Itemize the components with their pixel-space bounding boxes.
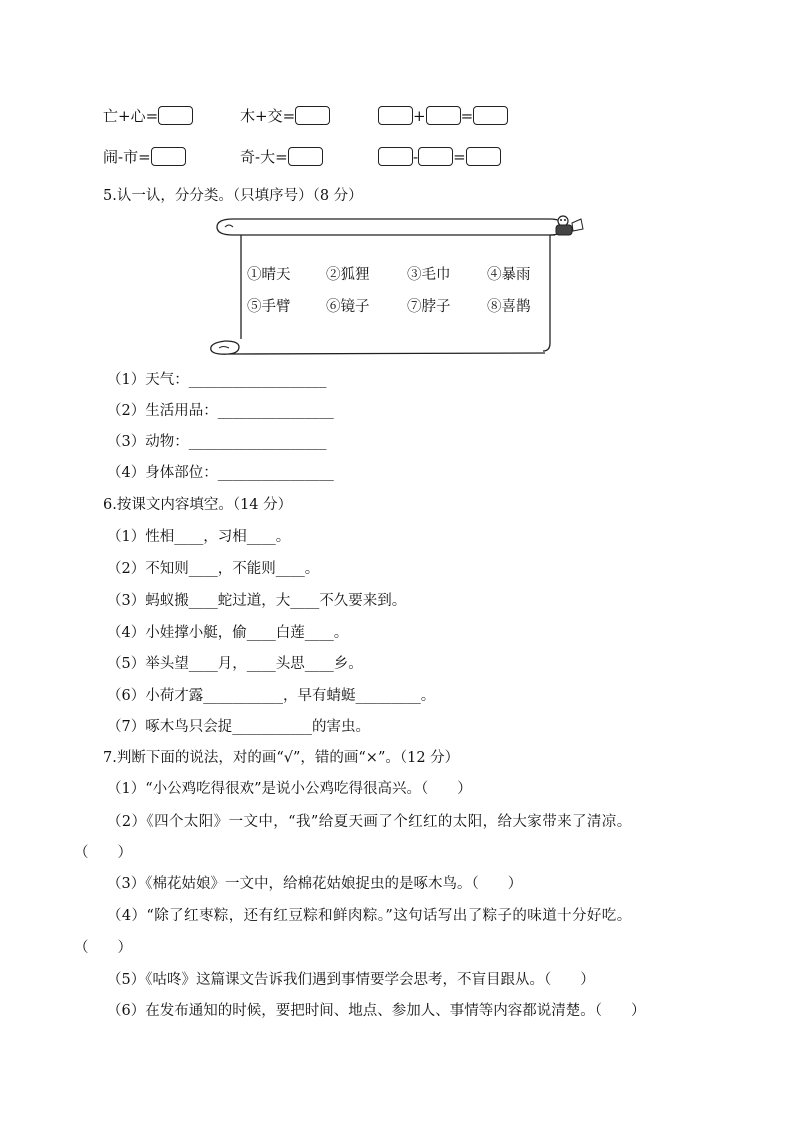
answer-box[interactable] [158,106,193,125]
word-item: ③毛巾 [407,267,451,283]
equation-5 [240,147,323,167]
answer-box[interactable] [378,106,413,125]
equation-2 [240,106,330,126]
q6-item-1: （1）性相____，习相____。 [107,529,291,545]
answer-box[interactable] [378,147,413,166]
word-item: ⑤手臂 [247,299,291,315]
q7-item-2-answer[interactable]: （ ） [74,845,132,861]
answer-box[interactable] [466,147,501,166]
answer-box[interactable] [418,147,453,166]
answer-box[interactable] [295,106,330,125]
q6-item-7: （7）啄木鸟只会捉___________的害虫。 [107,719,370,735]
equals-sign: = [453,148,466,166]
question-5-title: 5.认一认，分分类。（只填序号）（8 分） [103,188,363,204]
answer-box[interactable] [151,147,186,166]
q6-item-5: （5）举头望____月，____头思____乡。 [107,656,363,672]
equals-sign: = [138,148,151,166]
question-6-title: 6.按课文内容填空。（14 分） [103,497,293,513]
equation-4 [103,147,186,167]
answer-box[interactable] [473,106,508,125]
equals-sign: = [282,107,296,125]
equals-sign: = [145,107,159,125]
q7-item-3: （3）《棉花姑娘》一文中，给棉花姑娘捉虫的是啄木鸟。（ ） [107,876,523,892]
word-item: ②狐狸 [326,267,370,283]
q5-item-3: （3）动物：___________________ [107,434,327,450]
q5-item-2: （2）生活用品：________________ [107,403,334,419]
word-item: ⑥镜子 [326,299,370,315]
scroll-frame-icon [205,211,600,361]
q7-item-5: （5）《咕咚》这篇课文告诉我们遇到事情要学会思考，不盲目跟从。（ ） [107,972,595,988]
equals-sign: = [275,148,288,166]
operator: - [413,148,419,166]
word-scroll [205,211,600,361]
equation-expression: 木+交 [240,107,283,125]
q7-item-4: （4）“除了红枣粽，还有红豆粽和鲜肉粽。”这句话写出了粽子的味道十分好吃。 [107,908,632,924]
q7-item-1: （1）“小公鸡吃得很欢”是说小公鸡吃得很高兴。（ ） [107,781,472,797]
q5-item-1: （1）天气：___________________ [107,372,327,388]
equation-6 [378,147,501,167]
equation-1 [103,106,193,126]
q6-item-3: （3）蚂蚁搬____蛇过道，大____不久要来到。 [107,593,407,609]
word-item: ④暴雨 [487,267,531,283]
q7-item-4-answer[interactable]: （ ） [74,940,132,956]
equals-sign: = [460,107,474,125]
operator: + [413,107,426,125]
q6-item-4: （4）小娃撑小艇，偷____白莲____。 [107,625,349,641]
q6-item-2: （2）不知则____，不能则____。 [107,561,320,577]
q7-item-6: （6）在发布通知的时候，要把时间、地点、参加人、事情等内容都说清楚。（ ） [107,1003,646,1019]
equation-expression: 奇-大 [240,148,276,166]
equation-3 [378,106,508,126]
answer-box[interactable] [288,147,323,166]
q7-item-2: （2）《四个太阳》一文中，“我”给夏天画了个红红的太阳，给大家带来了清凉。 [107,814,632,830]
word-item: ⑦脖子 [407,299,451,315]
answer-box[interactable] [426,106,461,125]
q5-item-4: （4）身体部位：________________ [107,465,334,481]
q6-item-6: （6）小荷才露___________，早有蜻蜓_________。 [107,688,436,704]
question-7-title: 7.判断下面的说法，对的画“√”，错的画“×”。（12 分） [103,750,460,766]
equation-expression: 闹-市 [103,148,139,166]
word-item: ⑧喜鹊 [487,299,531,315]
word-item: ①晴天 [247,267,291,283]
equation-expression: 亡+心 [103,107,146,125]
